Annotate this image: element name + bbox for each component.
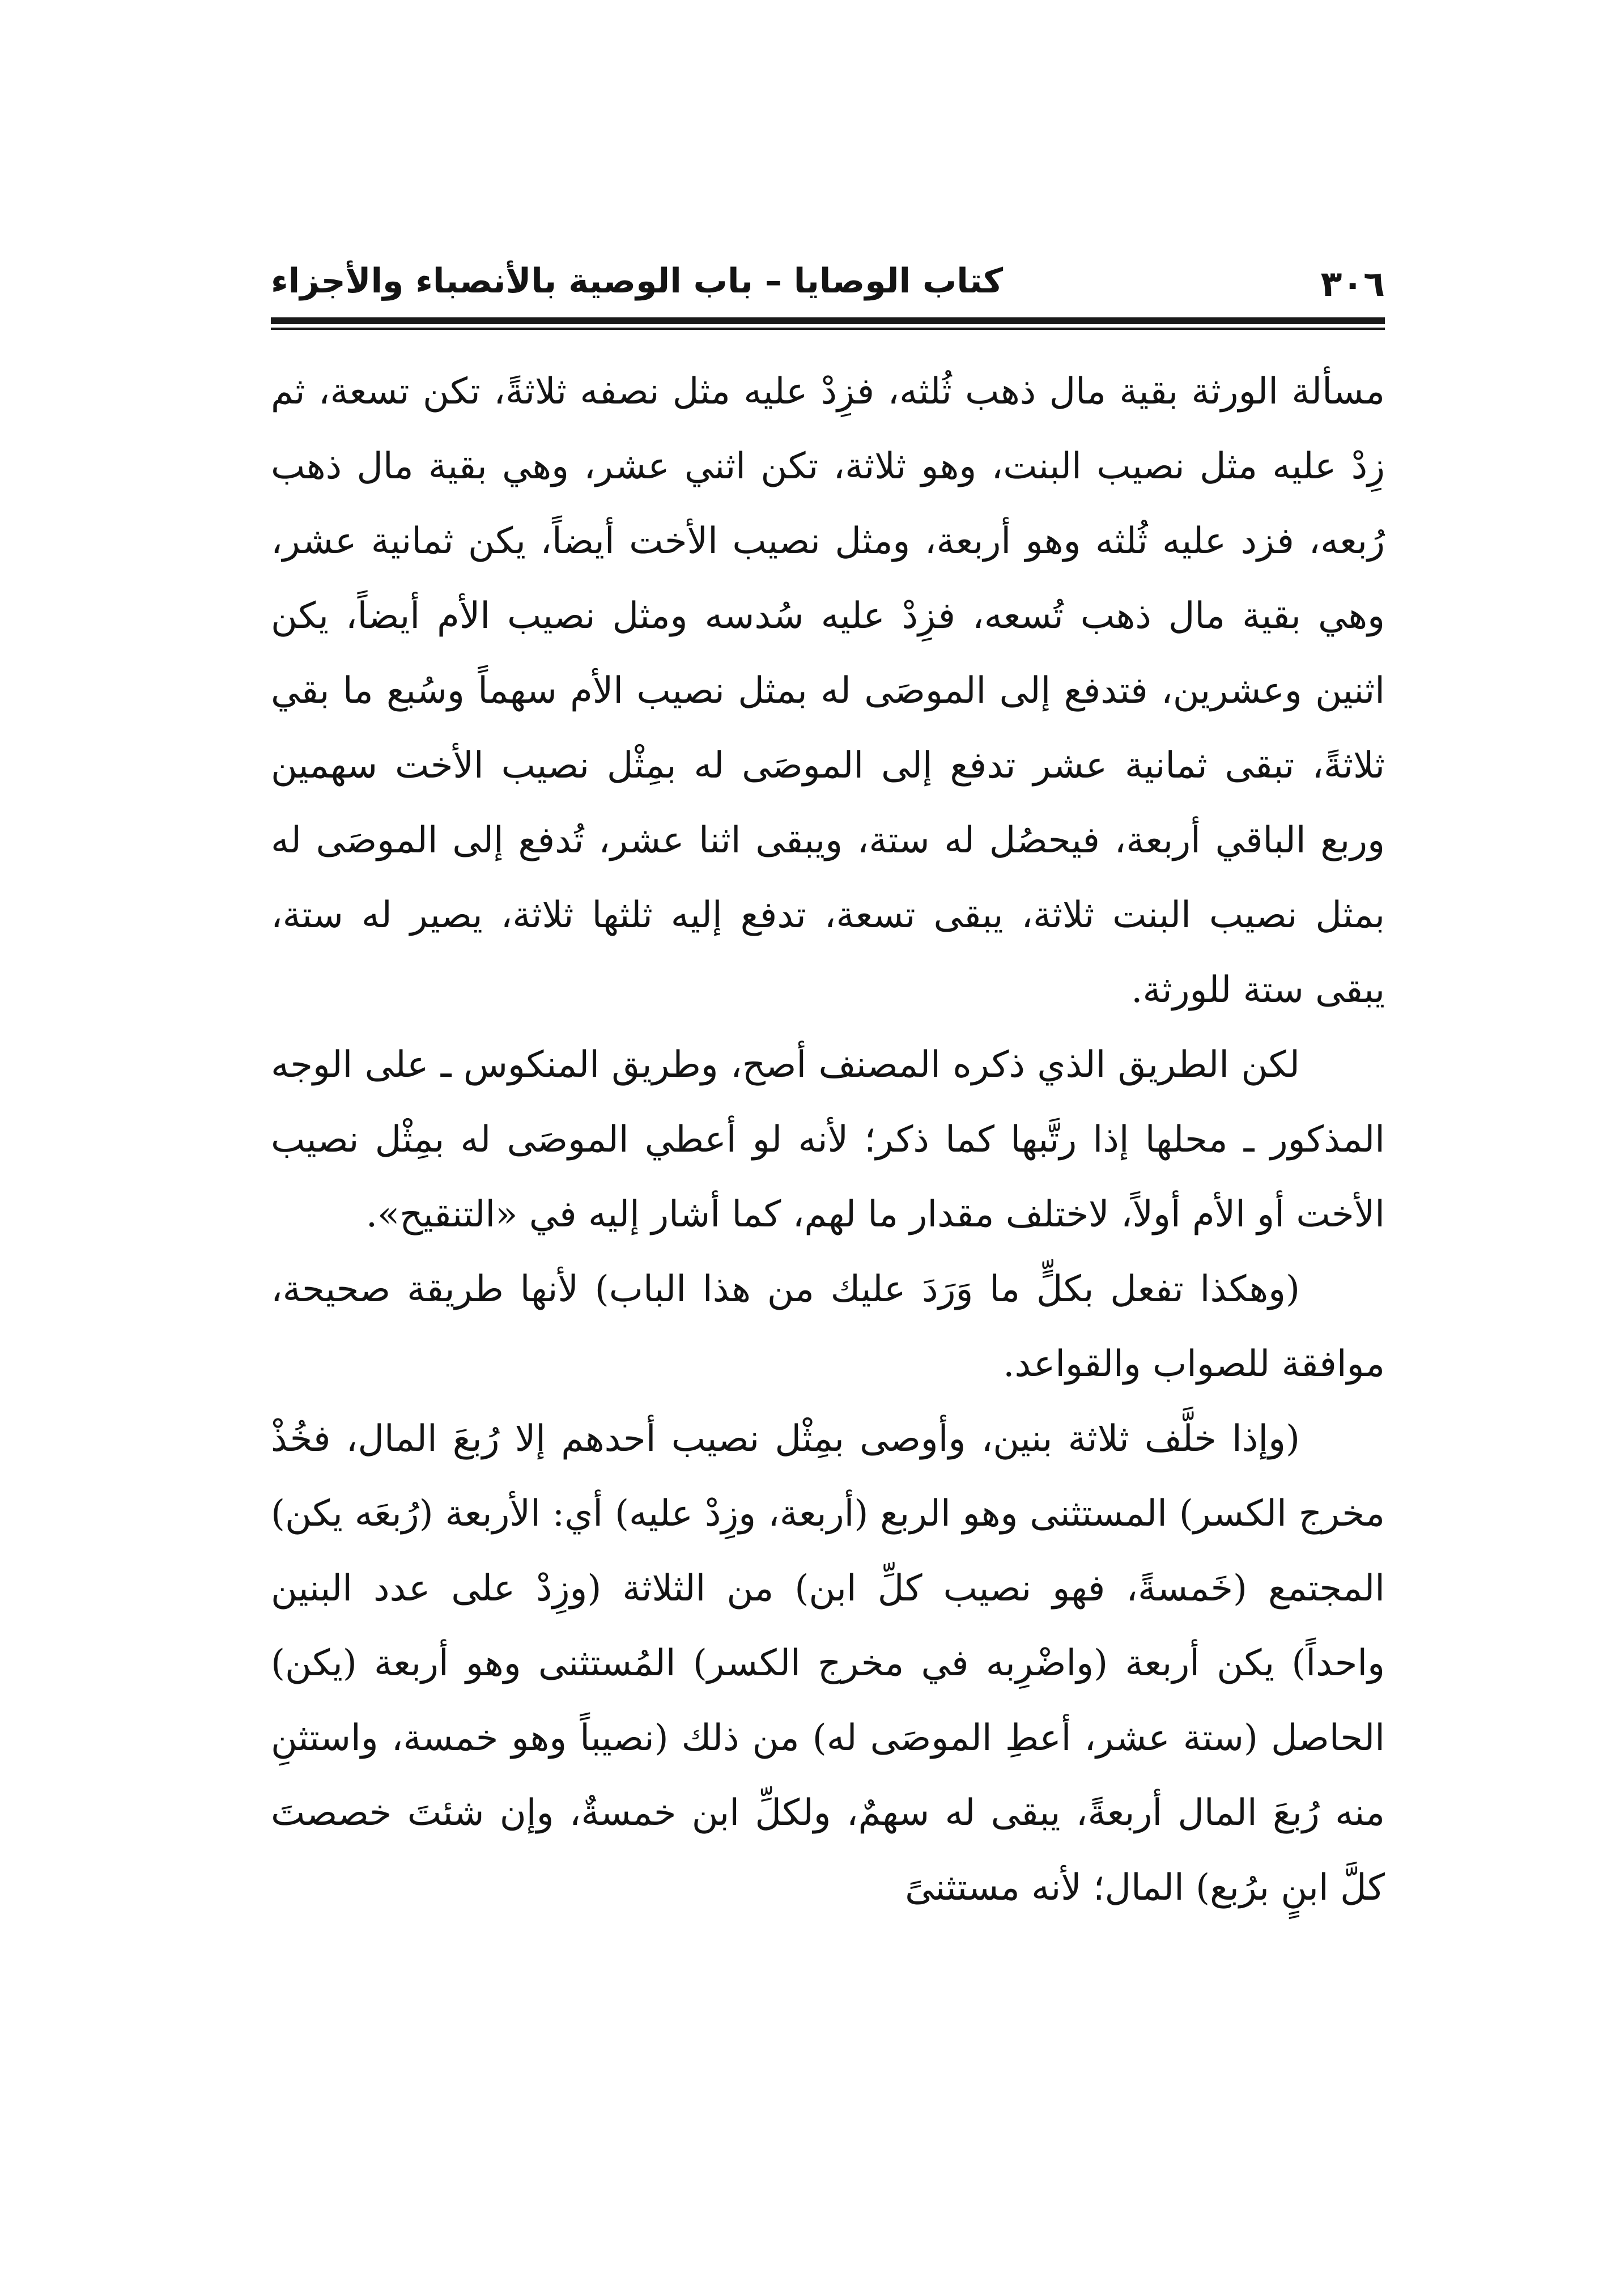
running-title: كتاب الوصايا – باب الوصية بالأنصباء والأجزاء [271, 261, 1004, 301]
header-rule-thin [271, 328, 1385, 330]
paragraph-1: مسألة الورثة بقية مال ذهب ثُلثه، فزِدْ عليه مثل نصفه ثلاثةً، تكن تسعة، ثم زِدْ عليه مثل نصيب البنت، وهو ثلاثة، تكن اثني عشر، وهي بقية مال ذهب رُبعه، فزد عليه ثُلثه وهو أربعة، ومثل نصيب الأخت أيضاً، يكن ثمانية عشر، وهي بقية مال ذهب تُسعه، فزِدْ عليه سُدسه ومثل نصيب الأم أيضاً، يكن اثنين وعشرين، فتدفع إلى الموصَى له بمثل نصيب الأم سهماً وسُبع ما بقي ثلاثةً، تبقى ثمانية عشر تدفع إلى الموصَى له بمِثْل نصيب الأخت سهمين وربع الباقي أربعة، فيحصُل له ستة، ويبقى اثنا عشر، تُدفع إلى الموصَى له بمثل نصيب البنت ثلاثة، يبقى تسعة، تدفع إليه ثلثها ثلاثة، يصير له ستة، يبقى ستة للورثة. [271, 371, 1385, 1011]
body-text [271, 354, 1385, 1925]
page-header [271, 244, 1385, 312]
paragraph-3: (وهكذا تفعل بكلٍّ ما وَرَدَ عليك من هذا الباب) لأنها طريقة صحيحة، موافقة للصواب والقواعد. [271, 1268, 1385, 1385]
page-number: ٣٠٦ [1320, 263, 1385, 304]
paragraph-2: لكن الطريق الذي ذكره المصنف أصح، وطريق المنكوس ـ على الوجه المذكور ـ محلها إذا رتَّبها كما ذكر؛ لأنه لو أعطي الموصَى له بمِثْل نصيب الأخت أو الأم أولاً، لاختلف مقدار ما لهم، كما أشار إليه في «التنقيح». [271, 1044, 1385, 1235]
header-rule-thick [271, 317, 1385, 324]
paragraph-4: (وإذا خلَّف ثلاثة بنين، وأوصى بمِثْل نصيب أحدهم إلا رُبعَ المال، فخُذْ مخرج الكسر) المستثنى وهو الربع (أربعة، وزِدْ عليه) أي: الأربعة (رُبعَه يكن) المجتمع (خَمسةً، فهو نصيب كلِّ ابن) من الثلاثة (وزِدْ على عدد البنين واحداً) يكن أربعة (واضْرِبه في مخرج الكسر) المُستثنى وهو أربعة (يكن) الحاصل (ستة عشر، أعطِ الموصَى له) من ذلك (نصيباً وهو خمسة، واستثنِ منه رُبعَ المال أربعةً، يبقى له سهمٌ، ولكلِّ ابن خمسةٌ، وإن شئتَ خصصتَ كلَّ ابنٍ برُبع) المال؛ لأنه مستثنىً [271, 1418, 1385, 1909]
